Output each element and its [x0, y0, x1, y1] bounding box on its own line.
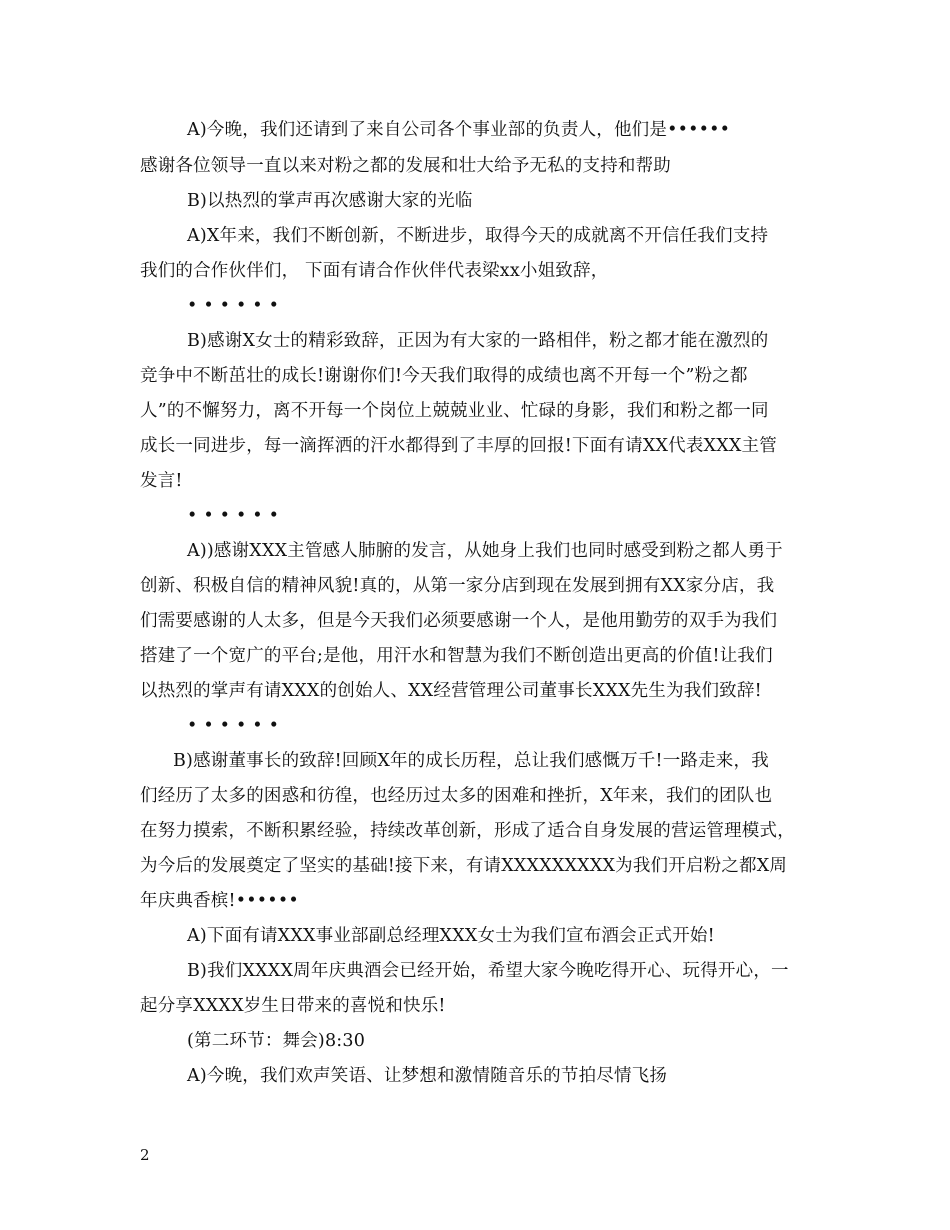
text-line: 人”的不懈努力，离不开每一个岗位上兢兢业业、忙碌的身影，我们和粉之都一同 — [140, 401, 769, 421]
section-heading: (第二环节：舞会)8:30 — [187, 1031, 366, 1051]
text-line: 在努力摸索，不断积累经验，持续改革创新，形成了适合自身发展的营运管理模式， — [140, 821, 795, 841]
text-line: B)以热烈的掌声再次感谢大家的光临 — [187, 191, 473, 211]
text-line: 创新、积极自信的精神风貌!真的，从第一家分店到现在发展到拥有XX家分店，我 — [140, 576, 775, 596]
page-number: 2 — [140, 1146, 150, 1164]
text-line: 感谢各位领导一直以来对粉之都的发展和壮大给予无私的支持和帮助 — [140, 156, 671, 176]
text-line: B)我们XXXX周年庆典酒会已经开始，希望大家今晚吃得开心、玩得开心，一 — [187, 961, 789, 981]
text-line: 我们的合作伙伴们， 下面有请合作伙伴代表梁xx小姐致辞， — [140, 261, 609, 281]
ellipsis-dots: •••••• — [187, 506, 285, 526]
text-line: A)下面有请XXX事业部副总经理XXX女士为我们宣布酒会正式开始! — [187, 926, 715, 946]
text-line: A)X年来，我们不断创新，不断进步，取得今天的成就离不开信任我们支持 — [187, 226, 769, 246]
text-line: B)感谢董事长的致辞!回顾X年的成长历程，总让我们感慨万千!一路走来，我 — [173, 751, 769, 771]
text-line: 发言! — [140, 471, 183, 491]
text-line: A)今晚，我们欢声笑语、让梦想和激情随音乐的节拍尽情飞扬 — [187, 1066, 668, 1086]
text-line: 们经历了太多的困惑和彷徨，也经历过太多的困难和挫折，X年来，我们的团队也 — [140, 786, 773, 806]
ellipsis-dots: •••••• — [187, 296, 285, 316]
text-line: 起分享XXXX岁生日带来的喜悦和快乐! — [140, 996, 446, 1016]
text-line: 为今后的发展奠定了坚实的基础!接下来，有请XXXXXXXXX为我们开启粉之都X周 — [140, 856, 788, 876]
text-line: 搭建了一个宽广的平台;是他，用汗水和智慧为我们不断创造出更高的价值!让我们 — [140, 646, 773, 666]
text-line: A)今晚，我们还请到了来自公司各个事业部的负责人，他们是•••••• — [187, 120, 731, 140]
text-line: B)感谢X女士的精彩致辞，正因为有大家的一路相伴，粉之都才能在激烈的 — [187, 331, 769, 351]
text-line: 成长一同进步，每一滴挥洒的汗水都得到了丰厚的回报!下面有请XX代表XXX主管 — [140, 436, 777, 456]
text-line: 们需要感谢的人太多，但是今天我们必须要感谢一个人，是他用勤劳的双手为我们 — [140, 611, 778, 631]
ellipsis-dots: •••••• — [187, 716, 285, 736]
text-line: 以热烈的掌声有请XXX的创始人、XX经营管理公司董事长XXX先生为我们致辞! — [140, 681, 762, 701]
text-line: 竞争中不断茁壮的成长!谢谢你们!今天我们取得的成绩也离不开每一个”粉之都 — [140, 366, 748, 386]
text-line: 年庆典香槟!•••••• — [140, 891, 299, 911]
text-line: A))感谢XXX主管感人肺腑的发言，从她身上我们也同时感受到粉之都人勇于 — [187, 541, 783, 561]
